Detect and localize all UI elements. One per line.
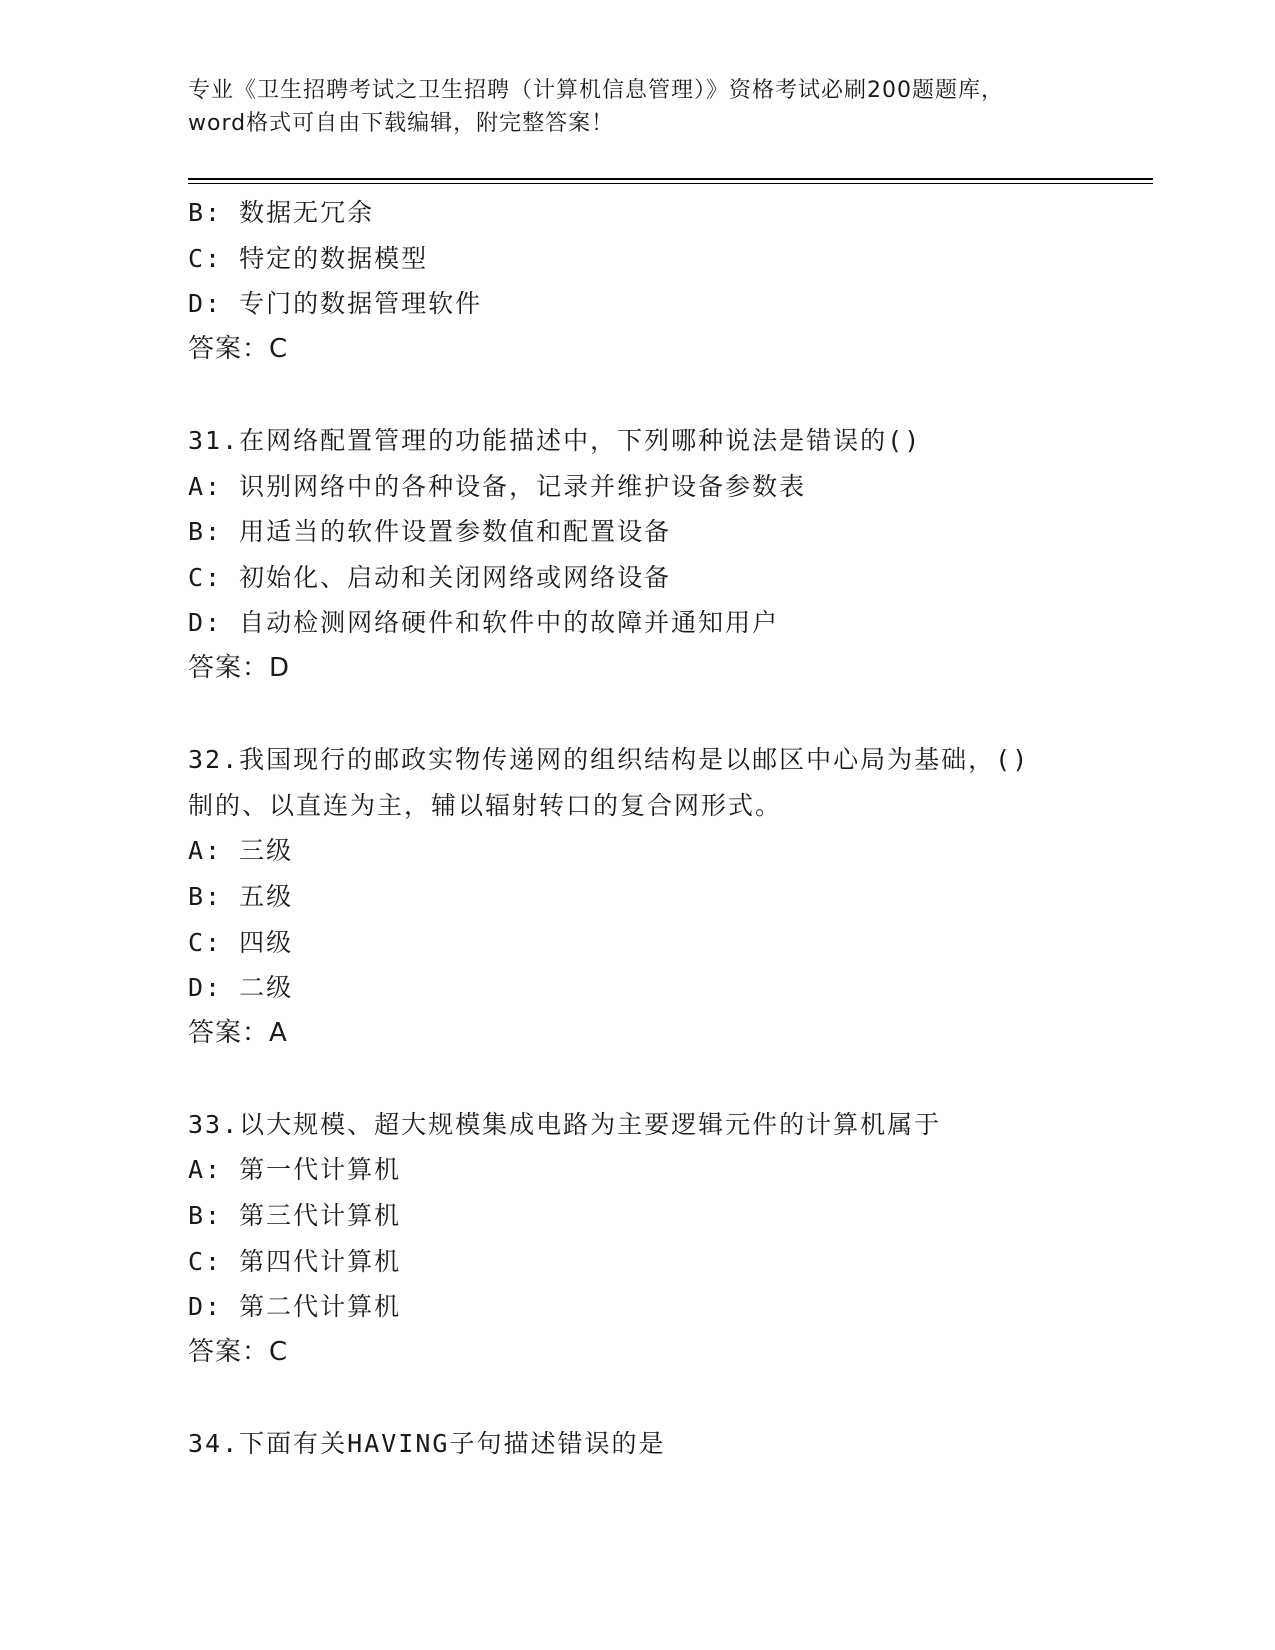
question-31	[188, 418, 1188, 692]
document-header	[188, 74, 1088, 140]
option: C: 第四代计算机	[188, 1246, 402, 1276]
spacer	[188, 372, 1188, 418]
answer-line: 答案：A	[188, 1017, 288, 1048]
question-stem: 32.我国现行的邮政实物传递网的组织结构是以邮区中心局为基础，()	[188, 745, 1030, 775]
option: D: 二级	[188, 973, 294, 1003]
question-stem: 31.在网络配置管理的功能描述中，下列哪种说法是错误的()	[188, 425, 922, 455]
option: C: 特定的数据模型	[188, 243, 429, 273]
question-33	[188, 1102, 1188, 1376]
answer-line: 答案：C	[188, 333, 289, 364]
option: A: 识别网络中的各种设备，记录并维护设备参数表	[188, 471, 807, 501]
answer-line: 答案：C	[188, 1336, 289, 1367]
option: B: 数据无冗余	[188, 198, 375, 227]
option: D: 第二代计算机	[188, 1292, 402, 1322]
option: D: 专门的数据管理软件	[188, 289, 483, 319]
question-34	[188, 1421, 1188, 1467]
option: C: 四级	[188, 927, 294, 957]
option: C: 初始化、启动和关闭网络或网络设备	[188, 562, 672, 592]
question-stem: 33.以大规模、超大规模集成电路为主要逻辑元件的计算机属于	[188, 1109, 942, 1139]
option: B: 五级	[188, 881, 294, 911]
option: B: 第三代计算机	[188, 1201, 402, 1231]
question-stem-continued: 制的、以直连为主，辅以辐射转口的复合网形式。	[188, 790, 783, 820]
option: D: 自动检测网络硬件和软件中的故障并通知用户	[188, 608, 780, 638]
question-32	[188, 737, 1188, 1056]
question-continuation	[188, 190, 1188, 372]
question-list	[188, 190, 1188, 1467]
question-stem: 34.下面有关HAVING子句描述错误的是	[188, 1429, 666, 1459]
spacer	[188, 1375, 1188, 1421]
answer-line: 答案：D	[188, 652, 291, 683]
spacer	[188, 692, 1188, 738]
spacer	[188, 1056, 1188, 1102]
header-line-1: 专业《卫生招聘考试之卫生招聘（计算机信息管理）》资格考试必刷200题题库，	[188, 78, 1004, 103]
header-line-2: word格式可自由下载编辑，附完整答案！	[188, 111, 615, 136]
header-rule-thin	[188, 183, 1153, 184]
option: A: 第一代计算机	[188, 1155, 402, 1185]
option: A: 三级	[188, 836, 294, 866]
header-rule-thick	[188, 178, 1153, 180]
option: B: 用适当的软件设置参数值和配置设备	[188, 517, 672, 547]
